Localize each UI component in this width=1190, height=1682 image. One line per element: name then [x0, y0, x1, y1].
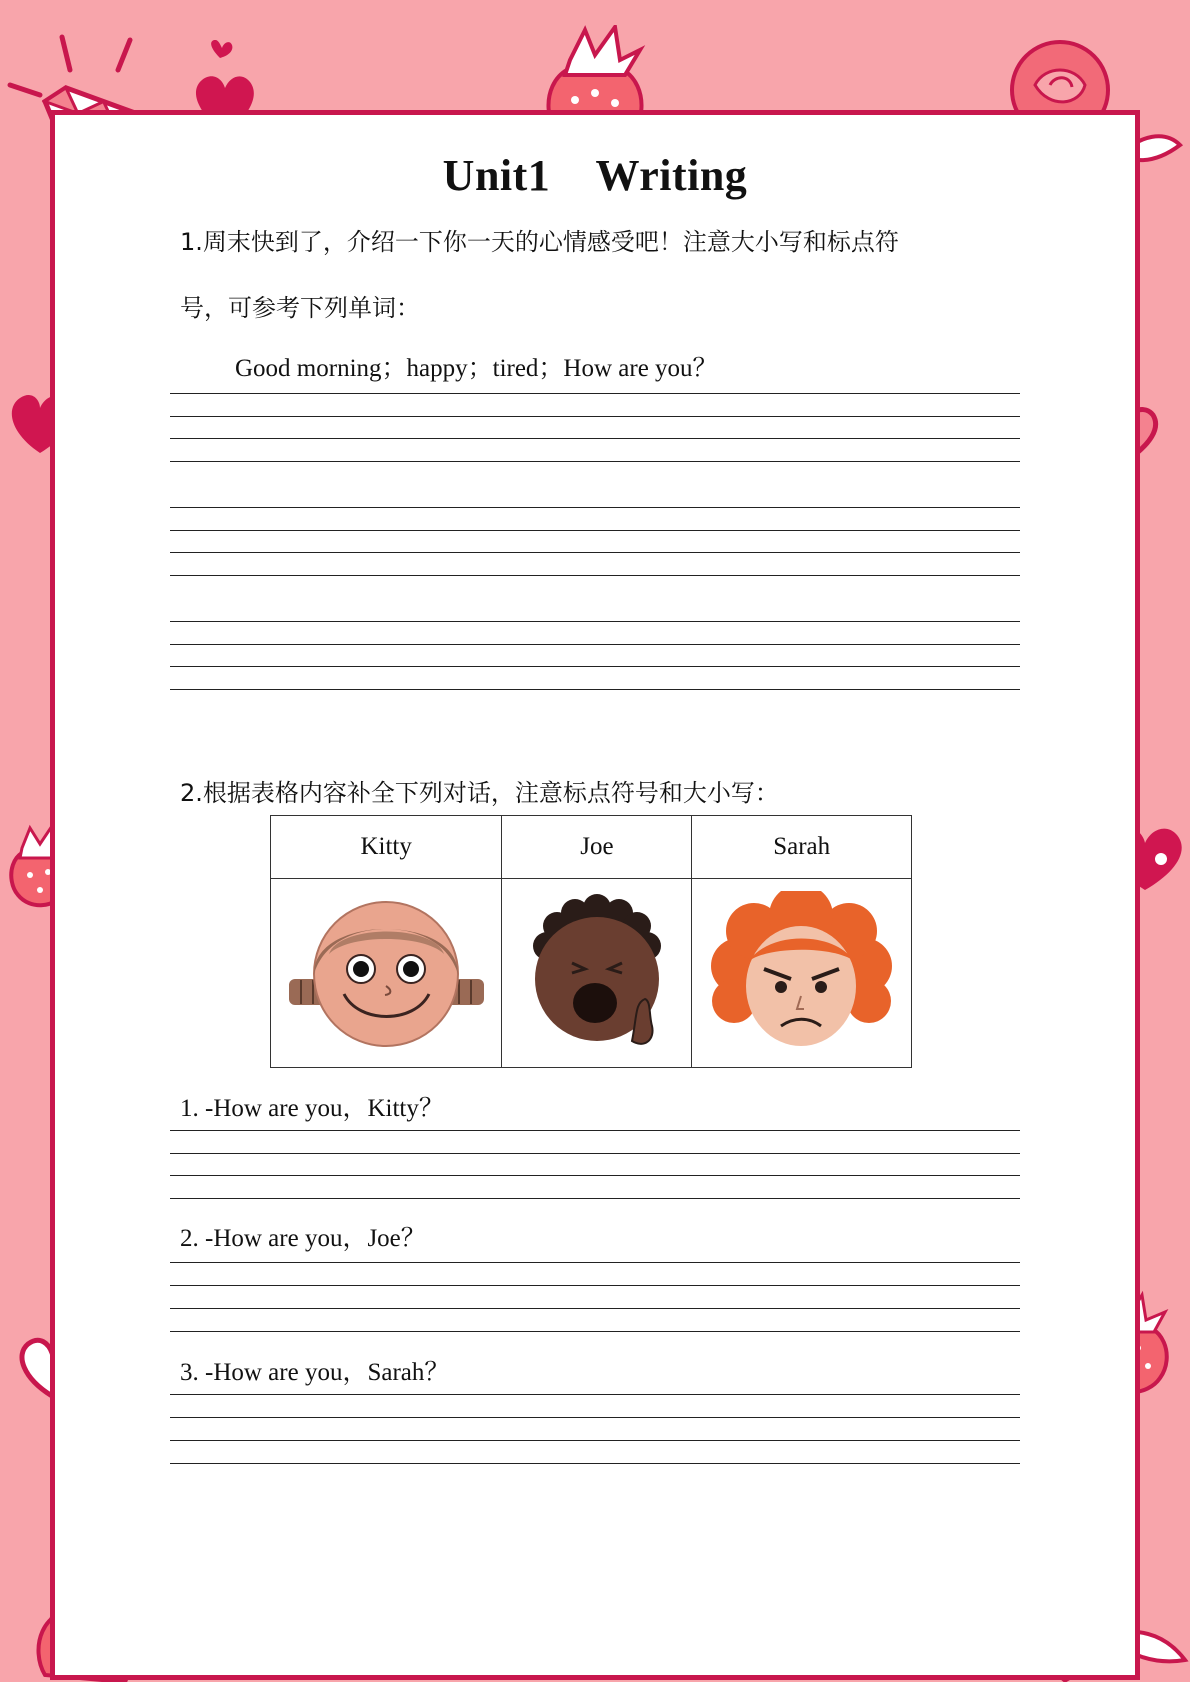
writing-line[interactable]	[170, 438, 1020, 439]
question-1-word-bank: Good morning；happy；tired；How are you？	[235, 355, 718, 382]
writing-line[interactable]	[170, 1262, 1020, 1263]
writing-line[interactable]	[170, 689, 1020, 690]
table-header-sarah: Sarah	[692, 816, 912, 879]
writing-line[interactable]	[170, 1285, 1020, 1286]
angry-girl-face-icon	[709, 891, 894, 1051]
writing-line[interactable]	[170, 461, 1020, 462]
smiling-girl-face-icon	[289, 894, 484, 1049]
writing-line[interactable]	[170, 575, 1020, 576]
writing-line[interactable]	[170, 1198, 1020, 1199]
question-1-prompt-line-2: 号，可参考下列单词：	[180, 294, 420, 322]
writing-line[interactable]	[170, 644, 1020, 645]
writing-line[interactable]	[170, 393, 1020, 394]
writing-line[interactable]	[170, 1417, 1020, 1418]
question-1-prompt-line-1: 1.周末快到了，介绍一下你一天的心情感受吧！注意大小写和标点符	[180, 228, 899, 256]
faces-table	[270, 815, 912, 1068]
writing-line[interactable]	[170, 621, 1020, 622]
writing-line[interactable]	[170, 1463, 1020, 1464]
writing-line[interactable]	[170, 507, 1020, 508]
writing-line[interactable]	[170, 552, 1020, 553]
dialog-3-prompt: 3. -How are you，Sarah？	[180, 1359, 450, 1386]
yawning-boy-face-icon	[517, 891, 677, 1051]
writing-line[interactable]	[170, 1130, 1020, 1131]
kitty-face-cell	[271, 879, 502, 1068]
writing-line[interactable]	[170, 530, 1020, 531]
writing-line[interactable]	[170, 666, 1020, 667]
table-header-kitty: Kitty	[271, 816, 502, 879]
joe-face-cell	[502, 879, 692, 1068]
question-2-prompt: 2.根据表格内容补全下列对话，注意标点符号和大小写：	[180, 779, 779, 807]
writing-line[interactable]	[170, 1394, 1020, 1395]
sarah-face-cell	[692, 879, 912, 1068]
dialog-2-prompt: 2. -How are you，Joe？	[180, 1225, 426, 1252]
writing-line[interactable]	[170, 416, 1020, 417]
table-header-joe: Joe	[502, 816, 692, 879]
writing-line[interactable]	[170, 1440, 1020, 1441]
dialog-1-prompt: 1. -How are you，Kitty？	[180, 1095, 444, 1122]
writing-line[interactable]	[170, 1308, 1020, 1309]
writing-line[interactable]	[170, 1153, 1020, 1154]
page-title: Unit1 Writing	[442, 151, 748, 200]
writing-line[interactable]	[170, 1331, 1020, 1332]
writing-line[interactable]	[170, 1175, 1020, 1176]
